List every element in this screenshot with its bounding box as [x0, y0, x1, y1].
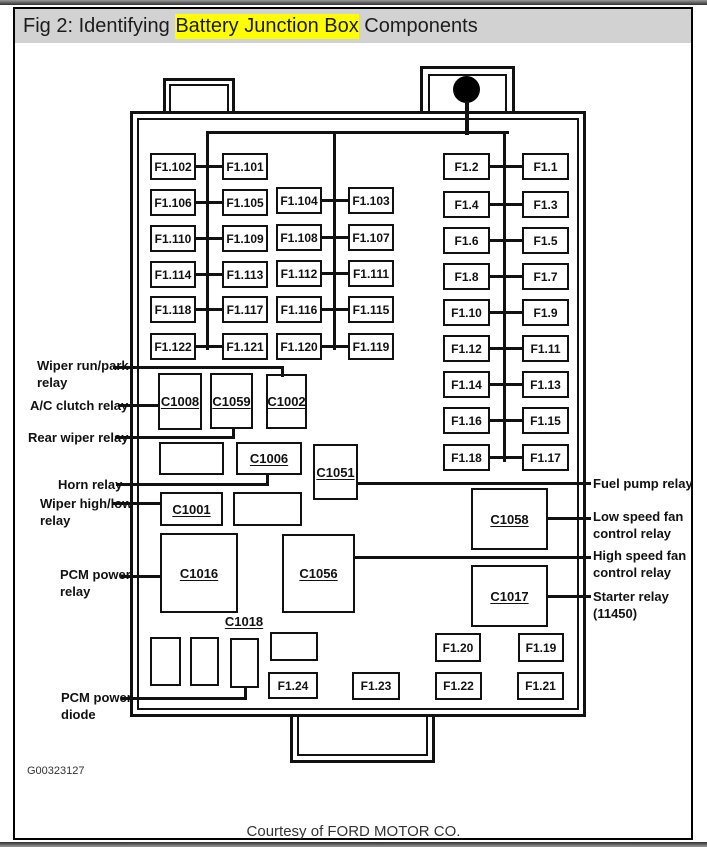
fuse-pair-connector [193, 165, 225, 168]
callout-starter-relay-line-2: (11450) [593, 606, 638, 621]
bus-left-vertical [206, 131, 209, 350]
fuse-pair-connector [193, 308, 225, 311]
callout-fuel-pump-relay [593, 475, 693, 492]
connector-c1016: C1016 [160, 533, 238, 613]
leader-rear-wiper-v [232, 427, 235, 439]
fuse-f1-120: F1.120 [276, 333, 322, 360]
fuse-f1-12: F1.12 [443, 335, 490, 362]
leader-pcm-power-diode-h [121, 697, 247, 700]
leader-wiper-run-park-h [113, 366, 283, 369]
figure-title-prefix: Fig 2: Identifying [23, 14, 176, 37]
fuse-pair-connector [486, 419, 524, 422]
fuse-f1-1: F1.1 [522, 153, 569, 180]
relay-socket-blank-1 [159, 442, 224, 475]
fuse-f1-5: F1.5 [522, 227, 569, 254]
leader-horn-h [116, 483, 269, 486]
fuse-f1-8: F1.8 [443, 263, 490, 290]
leader-wiper-run-park-v [281, 366, 284, 377]
callout-rear-wiper-relay [28, 429, 128, 446]
callout-high-speed-fan-control-relay [593, 547, 686, 581]
fuse-pair-connector [193, 345, 225, 348]
fuse-f1-24: F1.24 [268, 672, 318, 699]
fuse-pair-connector [486, 383, 524, 386]
fuse-f1-3: F1.3 [522, 191, 569, 218]
fuse-f1-103: F1.103 [348, 187, 394, 214]
fuse-f1-16: F1.16 [443, 407, 490, 434]
leader-horn-v [266, 474, 269, 486]
fuse-f1-109: F1.109 [222, 225, 268, 252]
fuse-f1-15: F1.15 [522, 407, 569, 434]
fuse-f1-114: F1.114 [150, 261, 196, 288]
fuse-f1-13: F1.13 [522, 371, 569, 398]
fuse-pair-connector [193, 273, 225, 276]
fuse-f1-111: F1.111 [348, 260, 394, 287]
bottom-window-edge [0, 842, 707, 847]
battery-stud-stem [465, 101, 469, 135]
callout-wiper-high-low-relay-line-2: relay [40, 513, 71, 528]
fuse-f1-18: F1.18 [443, 444, 490, 471]
fuse-f1-19: F1.19 [518, 633, 564, 662]
leader-rear-wiper-h [115, 436, 235, 439]
callout-pcm-power-relay-line-2: relay [60, 584, 91, 599]
label-c1018: C1018 [224, 614, 264, 629]
connector-c1006: C1006 [236, 442, 302, 475]
fuse-f1-108: F1.108 [276, 224, 322, 251]
fuse-pair-connector [193, 201, 225, 204]
fuse-f1-23: F1.23 [352, 672, 400, 700]
fuse-f1-21: F1.21 [517, 672, 564, 700]
fuse-f1-9: F1.9 [522, 299, 569, 326]
callout-pcm-power-diode-line-1: PCM power [61, 690, 132, 705]
diode-socket-blank-2 [190, 637, 219, 686]
fuse-f1-106: F1.106 [150, 189, 196, 216]
fuse-f1-112: F1.112 [276, 260, 322, 287]
callout-wiper-run-park-relay [37, 357, 129, 391]
relay-socket-blank-2 [233, 492, 302, 526]
connector-c1008: C1008 [158, 373, 202, 430]
figure-title-highlight: Battery Junction Box [175, 14, 359, 37]
leader-pcm-power-diode-v [244, 686, 247, 700]
callout-wiper-high-low-relay-line-1: Wiper high/low [40, 496, 133, 511]
top-window-edge [0, 0, 707, 5]
callout-low-speed-fan-control-relay-line-2: control relay [593, 526, 672, 541]
leader-high-speed-fan [355, 556, 591, 559]
fuse-pair-connector [317, 236, 351, 239]
fuse-pair-connector [486, 456, 524, 459]
fuse-pair-connector [193, 237, 225, 240]
callout-pcm-power-relay-line-1: PCM power [60, 567, 131, 582]
callout-wiper-run-park-relay-line-2: relay [37, 375, 68, 390]
fuse-pair-connector [317, 272, 351, 275]
fuse-pair-connector [317, 308, 351, 311]
diode-socket-c1018 [230, 638, 259, 688]
fuse-pair-connector [486, 347, 524, 350]
fuse-f1-101: F1.101 [222, 153, 268, 180]
fuse-f1-11: F1.11 [522, 335, 569, 362]
fuse-f1-105: F1.105 [222, 189, 268, 216]
fuse-pair-connector [317, 345, 351, 348]
fuse-f1-115: F1.115 [348, 296, 394, 323]
fuse-f1-10: F1.10 [443, 299, 490, 326]
fuse-pair-connector [486, 311, 524, 314]
fuse-f1-14: F1.14 [443, 371, 490, 398]
fuse-f1-121: F1.121 [222, 333, 268, 360]
leader-starter [547, 595, 591, 598]
fuse-f1-110: F1.110 [150, 225, 196, 252]
callout-pcm-power-diode-line-2: diode [61, 707, 96, 722]
callout-starter-relay-line-1: Starter relay [593, 589, 669, 604]
callout-horn-relay [58, 476, 122, 493]
fuse-f1-20: F1.20 [435, 633, 481, 662]
fuse-pair-connector [486, 275, 524, 278]
fuse-pair-connector [317, 199, 351, 202]
figure-id: G00323127 [27, 765, 85, 777]
fuse-f1-113: F1.113 [222, 261, 268, 288]
fuse-f1-17: F1.17 [522, 444, 569, 471]
leader-fuel-pump [357, 482, 591, 485]
fuse-f1-22: F1.22 [435, 672, 482, 700]
callout-ac-clutch-relay-line-1: A/C clutch relay [30, 398, 129, 413]
callout-high-speed-fan-control-relay-line-2: control relay [593, 565, 672, 580]
connector-c1058: C1058 [471, 488, 548, 550]
diode-socket-blank-1 [150, 637, 181, 686]
connector-c1056: C1056 [282, 534, 355, 613]
bus-middle-vertical [333, 131, 336, 350]
callout-high-speed-fan-control-relay-line-1: High speed fan [593, 548, 687, 563]
fuse-f1-104: F1.104 [276, 187, 322, 214]
fuse-f1-102: F1.102 [150, 153, 196, 180]
fuse-f1-2: F1.2 [443, 153, 490, 180]
bus-right-vertical [503, 131, 506, 462]
fuse-pair-connector [486, 165, 524, 168]
fuse-f1-107: F1.107 [348, 224, 394, 251]
callout-rear-wiper-relay-line-1: Rear wiper relay [28, 430, 129, 445]
small-socket-blank [270, 632, 318, 661]
connector-c1059: C1059 [210, 373, 253, 429]
callout-low-speed-fan-control-relay-line-1: Low speed fan [593, 509, 684, 524]
leader-low-speed-fan [547, 517, 591, 520]
callout-wiper-high-low-relay [40, 495, 132, 529]
fuse-f1-117: F1.117 [222, 296, 268, 323]
callout-fuel-pump-relay-line-1: Fuel pump relay [593, 476, 693, 491]
fuse-f1-4: F1.4 [443, 191, 490, 218]
fuse-f1-7: F1.7 [522, 263, 569, 290]
fuse-f1-6: F1.6 [443, 227, 490, 254]
callout-pcm-power-relay [60, 566, 131, 600]
callout-low-speed-fan-control-relay [593, 508, 683, 542]
fuse-pair-connector [486, 239, 524, 242]
callout-wiper-run-park-relay-line-1: Wiper run/park [37, 358, 129, 373]
connector-c1051: C1051 [313, 444, 358, 500]
callout-horn-relay-line-1: Horn relay [58, 477, 123, 492]
fuse-f1-122: F1.122 [150, 333, 196, 360]
fuse-f1-116: F1.116 [276, 296, 322, 323]
connector-c1002: C1002 [266, 374, 307, 429]
callout-pcm-power-diode [61, 689, 132, 723]
courtesy-note: Courtesy of FORD MOTOR CO. [246, 823, 461, 840]
fuse-pair-connector [486, 203, 524, 206]
connector-c1001: C1001 [160, 492, 223, 526]
fuse-f1-119: F1.119 [348, 333, 394, 360]
bus-horizontal [206, 131, 509, 134]
fuse-f1-118: F1.118 [150, 296, 196, 323]
callout-ac-clutch-relay [30, 397, 128, 414]
callout-starter-relay [593, 588, 669, 622]
connector-c1017: C1017 [471, 565, 548, 627]
figure-title-suffix: Components [358, 14, 478, 37]
